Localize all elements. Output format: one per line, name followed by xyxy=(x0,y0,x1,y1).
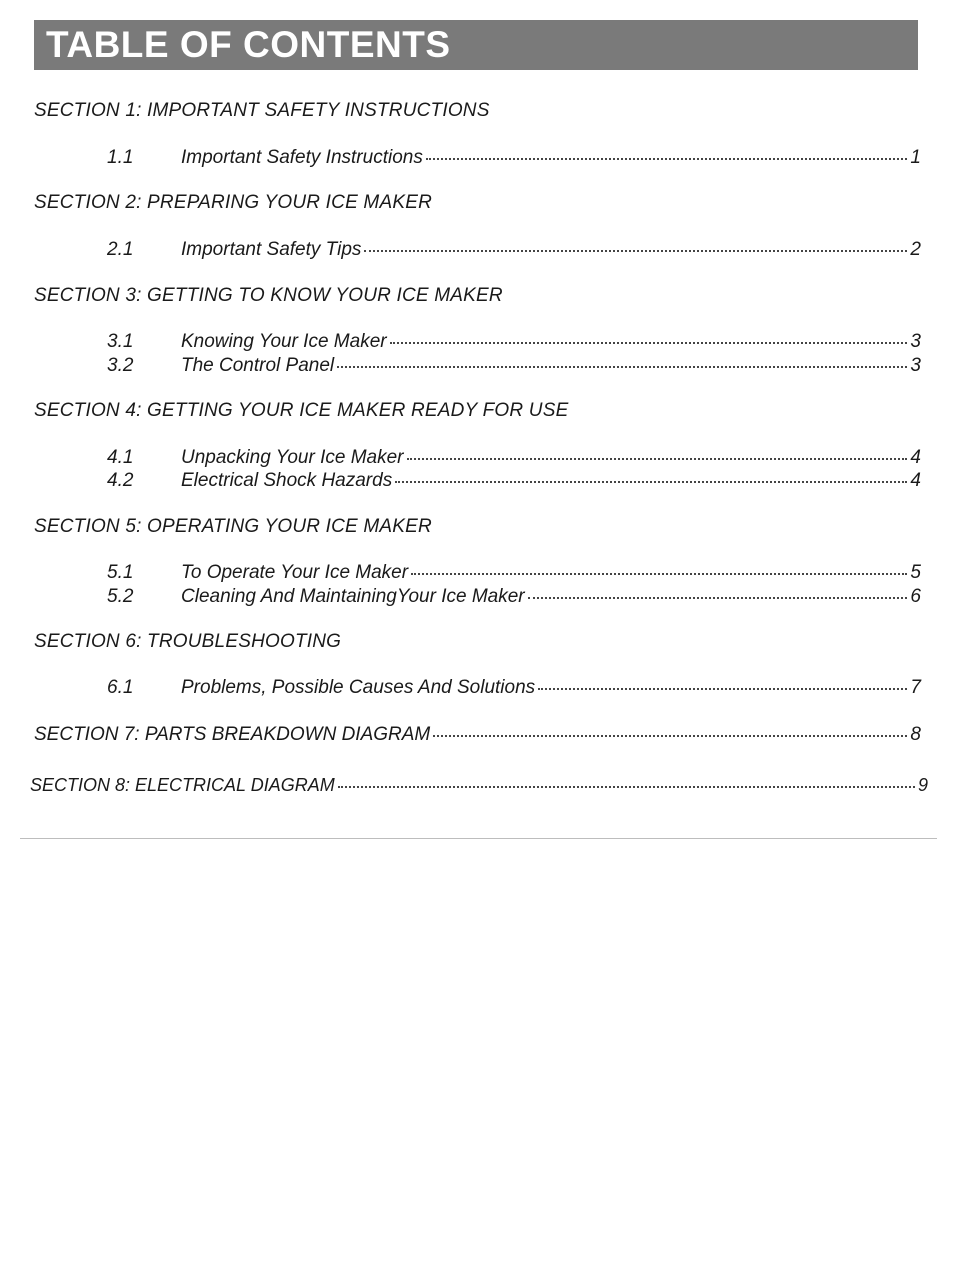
entry-label: Important Safety Instructions xyxy=(181,147,423,168)
section-heading-2: SECTION 2: PREPARING YOUR ICE MAKER xyxy=(34,192,432,213)
toc-entry-1-1[interactable] xyxy=(107,147,921,169)
toc-entry-4-2[interactable] xyxy=(107,470,921,492)
toc-entry-section-8[interactable] xyxy=(30,774,928,796)
entry-page: 3 xyxy=(910,355,921,376)
entry-label: Cleaning And MaintainingYour Ice Maker xyxy=(181,586,525,607)
dot-leader xyxy=(390,338,908,344)
dot-leader xyxy=(338,782,915,788)
section-heading-1: SECTION 1: IMPORTANT SAFETY INSTRUCTIONS xyxy=(34,100,490,121)
entry-page: 7 xyxy=(910,677,921,698)
entry-page: 4 xyxy=(910,447,921,468)
toc-entry-2-1[interactable] xyxy=(107,239,921,261)
entry-number: 4.1 xyxy=(107,447,134,468)
entry-number: 3.2 xyxy=(107,355,134,376)
entry-page: 6 xyxy=(910,586,921,607)
dot-leader xyxy=(538,684,907,690)
entry-number: 5.2 xyxy=(107,586,134,607)
entry-number: 6.1 xyxy=(107,677,134,698)
title-bar xyxy=(34,20,918,70)
entry-page: 5 xyxy=(910,562,921,583)
entry-label: To Operate Your Ice Maker xyxy=(181,562,409,583)
entry-number: 4.2 xyxy=(107,470,134,491)
entry-number: 5.1 xyxy=(107,562,134,583)
dot-leader xyxy=(411,569,907,575)
section-heading-4: SECTION 4: GETTING YOUR ICE MAKER READY FOR USE xyxy=(34,400,569,421)
entry-label: SECTION 8: ELECTRICAL DIAGRAM xyxy=(30,775,335,795)
toc-entry-3-2[interactable] xyxy=(107,355,921,377)
entry-label: Unpacking Your Ice Maker xyxy=(181,447,404,468)
toc-entry-4-1[interactable] xyxy=(107,447,921,469)
entry-page: 2 xyxy=(910,239,921,260)
entry-page: 9 xyxy=(917,775,928,795)
entry-label: Problems, Possible Causes And Solutions xyxy=(181,677,536,698)
dot-leader xyxy=(407,454,908,460)
toc-entry-5-2[interactable] xyxy=(107,586,921,608)
dot-leader xyxy=(433,731,907,737)
entry-number: 1.1 xyxy=(107,147,134,168)
entry-label: Electrical Shock Hazards xyxy=(181,470,393,491)
entry-number: 3.1 xyxy=(107,331,134,352)
toc-entry-3-1[interactable] xyxy=(107,331,921,353)
dot-leader xyxy=(528,593,908,599)
toc-entry-section-7[interactable] xyxy=(34,724,921,746)
dot-leader xyxy=(364,246,907,252)
section-heading-6: SECTION 6: TROUBLESHOOTING xyxy=(34,631,342,652)
horizontal-divider xyxy=(20,838,937,839)
entry-label: Knowing Your Ice Maker xyxy=(181,331,387,352)
toc-entry-5-1[interactable] xyxy=(107,562,921,584)
entry-label: The Control Panel xyxy=(181,355,335,376)
toc-entry-6-1[interactable] xyxy=(107,677,921,699)
dot-leader xyxy=(426,154,908,160)
section-heading-5: SECTION 5: OPERATING YOUR ICE MAKER xyxy=(34,516,432,537)
entry-page: 8 xyxy=(910,724,921,745)
entry-page: 4 xyxy=(910,470,921,491)
entry-number: 2.1 xyxy=(107,239,134,260)
entry-page: 3 xyxy=(910,331,921,352)
entry-page: 1 xyxy=(910,147,921,168)
dot-leader xyxy=(337,362,907,368)
entry-label: SECTION 7: PARTS BREAKDOWN DIAGRAM xyxy=(34,724,431,745)
dot-leader xyxy=(395,477,907,483)
entry-label: Important Safety Tips xyxy=(181,239,362,260)
page-title: TABLE OF CONTENTS xyxy=(46,24,451,65)
section-heading-3: SECTION 3: GETTING TO KNOW YOUR ICE MAKER xyxy=(34,285,503,306)
